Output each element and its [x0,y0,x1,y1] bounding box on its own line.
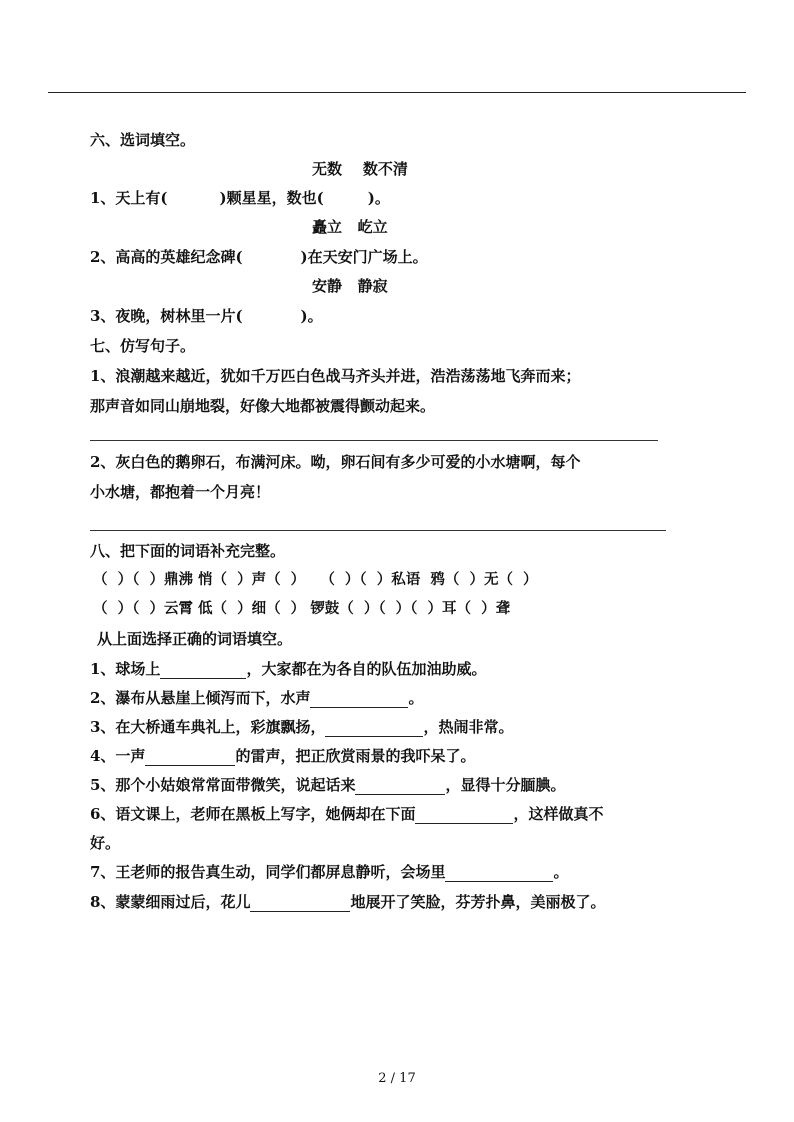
fill-item-2: 2、瀑布从悬崖上倾泻而下，水声 。 [90,689,424,707]
section7-heading: 七、仿写句子。 [90,337,196,355]
fill-item-3: 3、在大桥通车典礼上，彩旗飘扬， ，热闹非常。 [90,718,514,736]
choices-2: 矗立 屹立 [312,218,388,236]
blank-8-8[interactable] [250,893,350,912]
fill-item-6-cont: 好。 [90,834,121,852]
choices-3: 安静 静寂 [312,277,388,295]
fill-item-1: 1、球场上 ，大家都在为各自的队伍加油助威。 [90,660,487,678]
fill-item-4: 4、一声 的雷声，把正欣赏雨景的我吓呆了。 [90,747,476,765]
blank-8-1[interactable] [160,660,246,679]
header-rule [48,92,746,93]
sentence-7-1-line1: 1、浪潮越来越近，犹如千万匹白色战马齐头并进，浩浩荡荡地飞奔而来； [90,367,581,385]
fill-item-5: 5、那个小姑娘常常面带微笑，说起话来 ，显得十分腼腆。 [90,776,566,794]
section8-heading: 八、把下面的词语补充完整。 [90,542,286,560]
question-6-1: 1、天上有( )颗星星，数也( )。 [90,189,390,207]
blank-8-7[interactable] [445,863,553,882]
sentence-7-1-line2: 那声音如同山崩地裂，好像大地都被震得颤动起来。 [90,397,436,415]
blank-8-5[interactable] [355,776,445,795]
answer-line-7-1[interactable] [90,440,658,441]
question-6-3: 3、夜晚，树林里一片( )。 [90,307,323,325]
answer-line-7-2[interactable] [90,530,666,531]
question-6-2: 2、高高的英雄纪念碑( )在天安门广场上。 [90,248,428,266]
fill-item-8: 8、蒙蒙细雨过后，花儿 地展开了笑脸，芬芳扑鼻，美丽极了。 [90,893,606,911]
word-row-1: （ ）（ ）鼎沸 悄（ ）声（ ） （ ）（ ）私语 鸦（ ）无（ ） [93,571,538,588]
section6-heading: 六、选词填空。 [90,131,196,149]
blank-8-4[interactable] [145,747,235,766]
sentence-7-2-line1: 2、灰白色的鹅卵石，布满河床。呦，卵石间有多少可爱的小水塘啊，每个 [90,453,581,471]
page-number: 2 / 17 [378,1071,416,1086]
blank-8-3[interactable] [325,718,423,737]
instruction: 从上面选择正确的词语填空。 [97,630,293,648]
word-row-2: （ ）（ ）云霄 低（ ）细（ ） 锣鼓（ ）（ ）（ ）耳（ ）聋 [93,600,511,617]
fill-item-7: 7、王老师的报告真生动，同学们都屏息静听，会场里 。 [90,863,569,881]
fill-item-6: 6、语文课上，老师在黑板上写字，她俩却在下面 ，这样做真不 [90,805,604,823]
blank-8-2[interactable] [310,689,408,708]
blank-8-6[interactable] [415,805,513,824]
choices-1: 无数 数不清 [312,160,408,178]
sentence-7-2-line2: 小水塘，都抱着一个月亮！ [90,483,271,501]
